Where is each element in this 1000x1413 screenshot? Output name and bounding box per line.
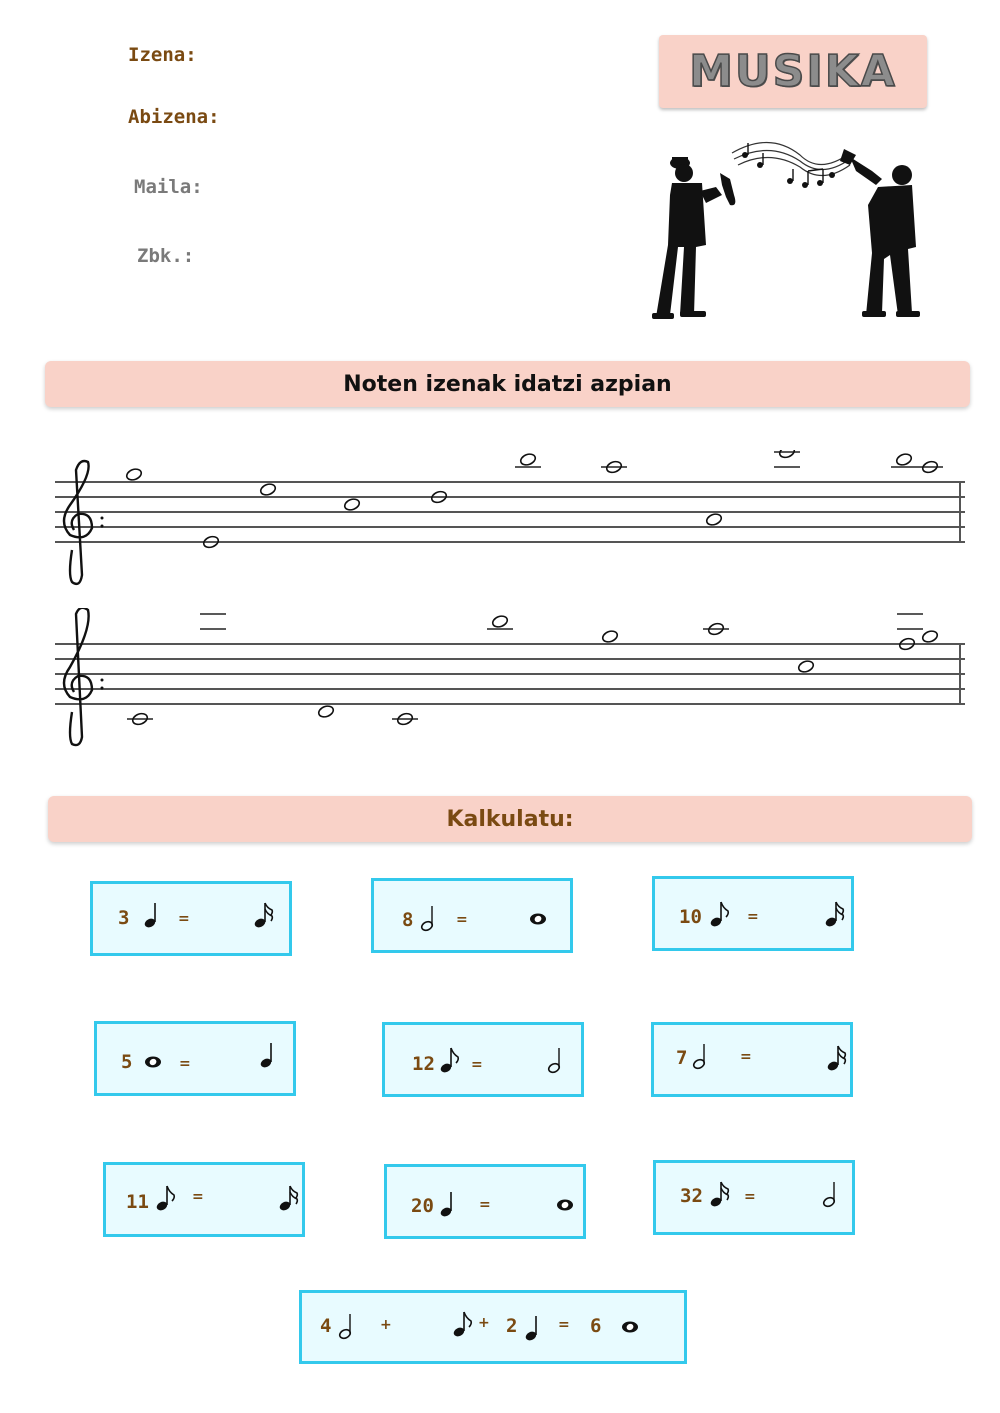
- treble-clef-icon: [64, 461, 104, 584]
- equals-sign: =: [192, 1189, 204, 1205]
- whole-note: [259, 482, 277, 497]
- abizena-label: Abizena:: [128, 106, 220, 128]
- eighth-note-icon: [153, 1183, 177, 1213]
- calc-section-title: Kalkulatu:: [446, 806, 574, 832]
- quarter-note-icon: [141, 900, 165, 930]
- final-exercise-box: [299, 1290, 687, 1364]
- whole-note: [491, 614, 509, 629]
- staff-1: [50, 450, 970, 590]
- exercise-count: 10: [679, 906, 702, 928]
- whole-note: [601, 629, 619, 644]
- quarter-note-icon: [522, 1313, 546, 1343]
- eighth-note-icon: [707, 899, 731, 929]
- exercise-box: [653, 1160, 855, 1235]
- exercise-count: 3: [118, 907, 130, 929]
- equals-sign: =: [479, 1197, 491, 1213]
- maila-label: Maila:: [134, 176, 203, 198]
- eighth-note-icon: [450, 1309, 474, 1339]
- exercise-box: [94, 1021, 296, 1096]
- exercise-count: 32: [680, 1185, 703, 1207]
- equals-sign: =: [744, 1189, 756, 1205]
- half-note-icon: [820, 1179, 844, 1209]
- exercise-box: [384, 1164, 586, 1239]
- izena-label: Izena:: [128, 44, 197, 66]
- whole-note: [895, 452, 913, 467]
- equals-sign: =: [558, 1317, 570, 1333]
- exercise-box: [652, 876, 854, 951]
- exercise-count: 12: [412, 1053, 435, 1075]
- notes-section-banner: [45, 361, 970, 407]
- calc-section-banner: [48, 796, 972, 842]
- quarter-note-icon: [437, 1189, 461, 1219]
- exercise-count: 20: [411, 1195, 434, 1217]
- page-title: MUSIKA: [689, 46, 897, 97]
- final-count-1: 4: [320, 1315, 332, 1337]
- equals-sign: =: [747, 909, 759, 925]
- whole-note-icon: [141, 1044, 165, 1074]
- whole-note-icon: [618, 1309, 642, 1339]
- treble-clef-icon: [64, 608, 104, 745]
- plus-sign: +: [478, 1315, 490, 1331]
- notes-section-title: Noten izenak idatzi azpian: [343, 371, 672, 397]
- whole-note: [343, 497, 361, 512]
- sixteenth-note-icon: [707, 1179, 731, 1209]
- final-count-3: 6: [590, 1315, 602, 1337]
- title-box: [659, 35, 927, 108]
- sixteenth-note-icon: [276, 1183, 300, 1213]
- whole-note: [797, 659, 815, 674]
- half-note-icon: [418, 903, 442, 933]
- half-note-icon: [690, 1041, 714, 1071]
- zbk-label: Zbk.:: [137, 245, 195, 267]
- equals-sign: =: [178, 911, 190, 927]
- whole-note-icon: [553, 1187, 577, 1217]
- exercise-box: [651, 1022, 853, 1097]
- whole-note: [921, 629, 939, 644]
- plus-sign: +: [380, 1317, 392, 1333]
- exercise-count: 11: [126, 1191, 149, 1213]
- jazz-musicians-silhouette-icon: [650, 135, 920, 325]
- sixteenth-note-icon: [822, 899, 846, 929]
- whole-note: [125, 467, 143, 482]
- exercise-count: 7: [676, 1047, 688, 1069]
- exercise-box: [382, 1022, 584, 1097]
- exercise-count: 5: [121, 1051, 133, 1073]
- staff-2: [50, 608, 970, 748]
- equals-sign: =: [456, 912, 468, 928]
- quarter-note-icon: [257, 1040, 281, 1070]
- final-count-2: 2: [506, 1315, 518, 1337]
- exercise-count: 8: [402, 909, 414, 931]
- whole-note-icon: [526, 901, 550, 931]
- sixteenth-note-icon: [251, 900, 275, 930]
- equals-sign: =: [179, 1056, 191, 1072]
- whole-note: [317, 704, 335, 719]
- half-note-icon: [336, 1311, 360, 1341]
- equals-sign: =: [740, 1049, 752, 1065]
- exercise-box: [90, 881, 292, 956]
- equals-sign: =: [471, 1057, 483, 1073]
- whole-note: [705, 512, 723, 527]
- sixteenth-note-icon: [824, 1043, 848, 1073]
- exercise-box: [371, 878, 573, 953]
- exercise-box: [103, 1162, 305, 1237]
- eighth-note-icon: [437, 1045, 461, 1075]
- half-note-icon: [545, 1045, 569, 1075]
- whole-note: [519, 452, 537, 467]
